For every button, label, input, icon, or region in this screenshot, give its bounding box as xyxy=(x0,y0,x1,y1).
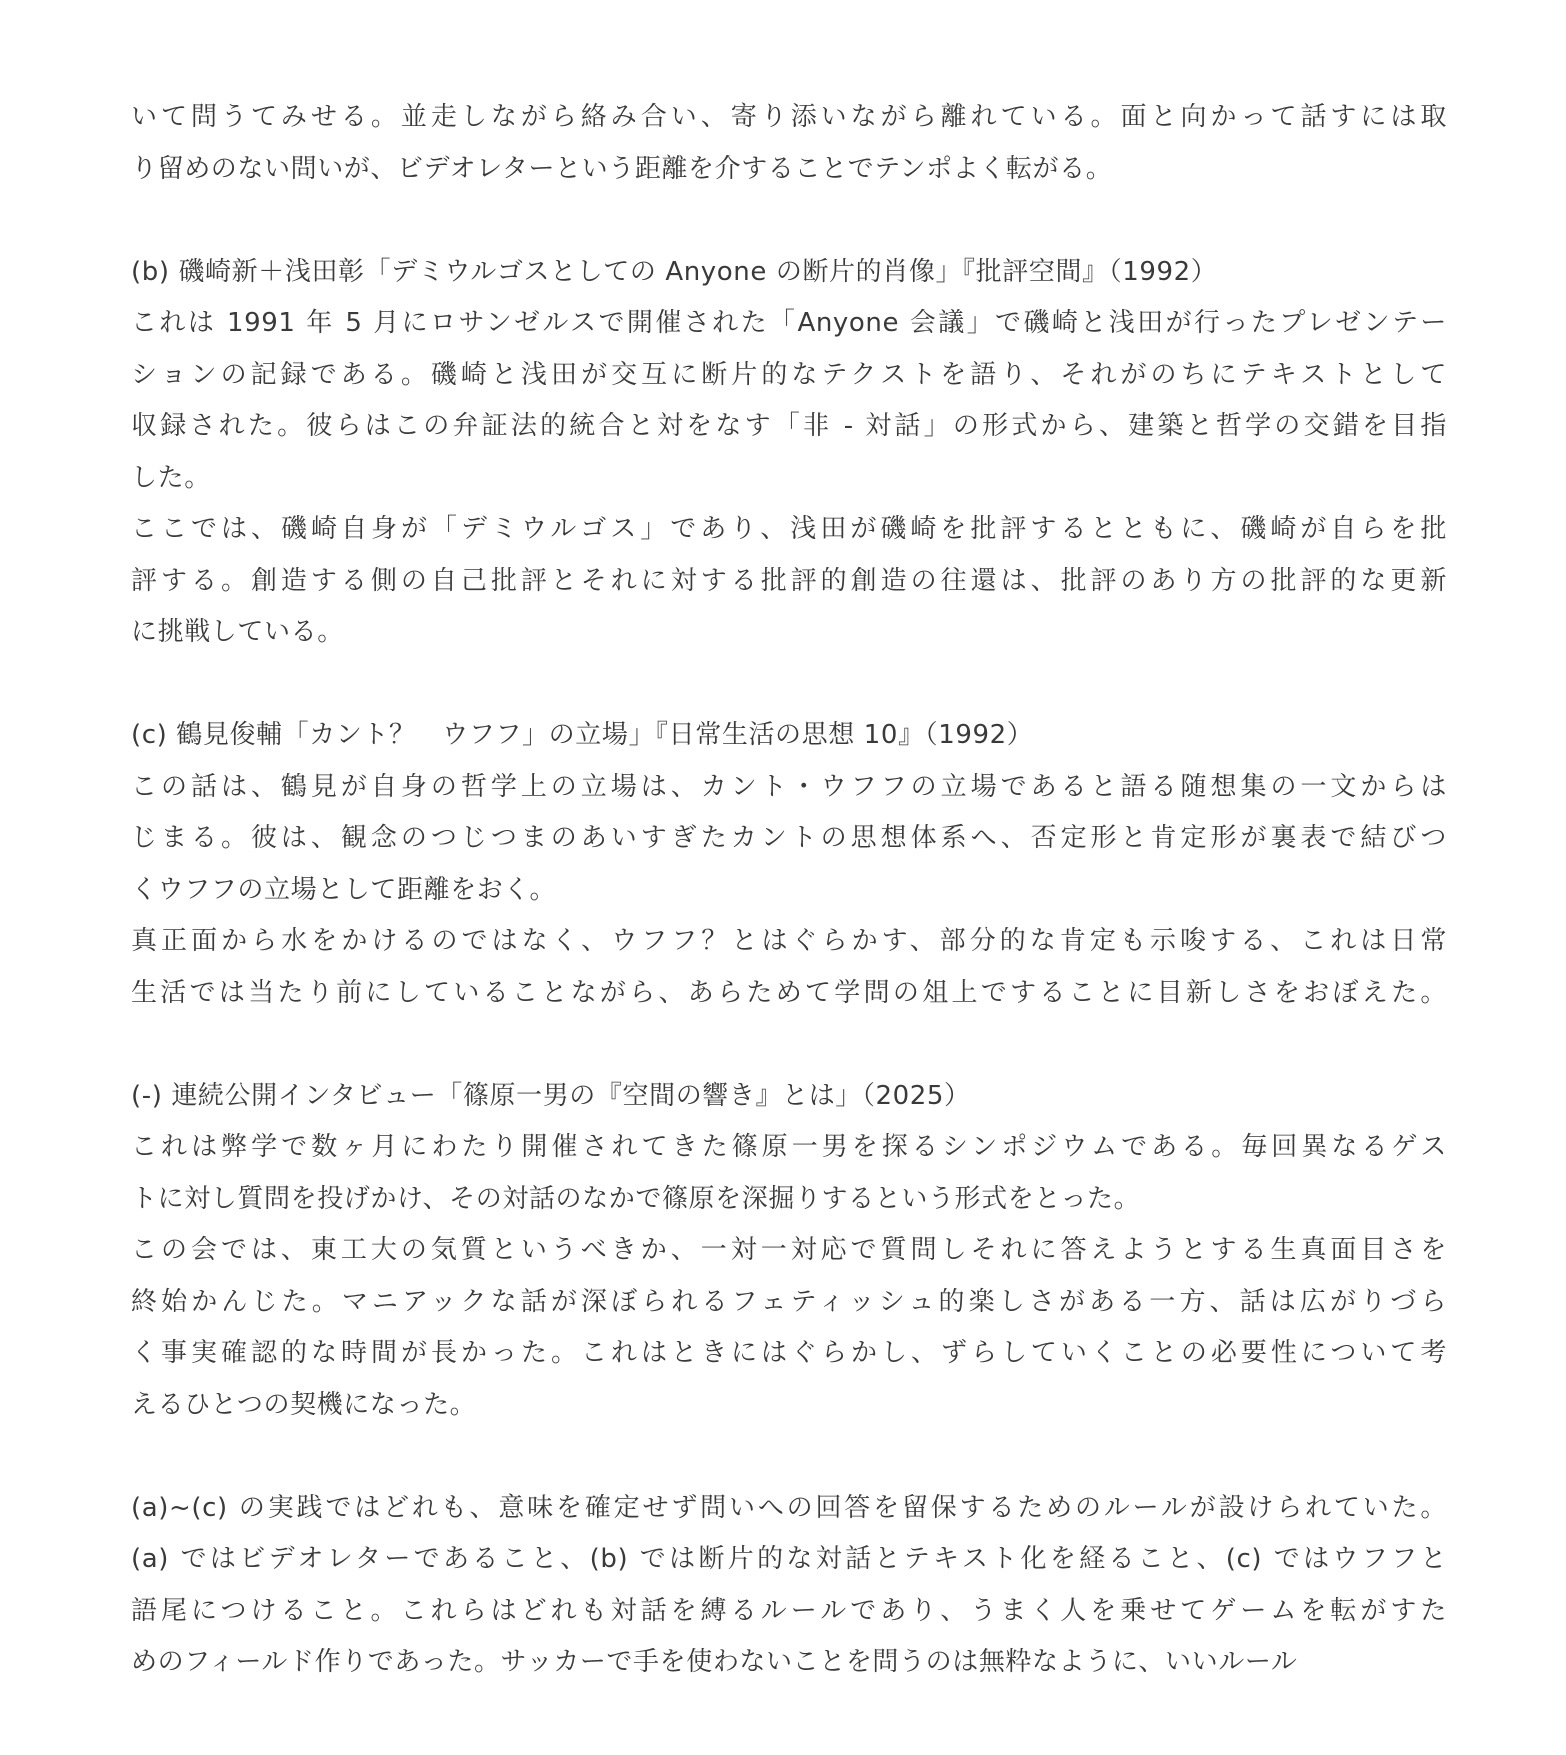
text-line: 評する。創造する側の自己批評とそれに対する批評的創造の往還は、批評のあり方の批評的な更新 xyxy=(131,565,1447,596)
document-body xyxy=(131,92,1447,1689)
text-line: (a) ではビデオレターであること、(b) では断片的な対話とテキスト化を経ること、(c) ではウフフと xyxy=(131,1544,1447,1574)
section-heading: (c) 鶴見俊輔「カント？ ウフフ」の立場」『日常生活の思想 10』（1992） xyxy=(131,720,1034,750)
text-line: これは 1991 年 5 月にロサンゼルスで開催された「Anyone 会議」で磯崎と浅田が行ったプレゼンテー xyxy=(131,308,1447,338)
text-line: ここでは、磯崎自身が「デミウルゴス」であり、浅田が磯崎を批評するとともに、磯崎が自らを批 xyxy=(131,514,1447,544)
text-line: 生活では当たり前にしていることながら、あらためて学問の俎上ですることに目新しさをおぼえた。 xyxy=(131,977,1447,1008)
intro-paragraph xyxy=(131,92,1447,195)
text-line: トに対し質問を投げかけ、その対話のなかで篠原を深掘りするという形式をとった。 xyxy=(131,1183,1141,1214)
text-line: 終始かんじた。マニアックな話が深ぼられるフェティッシュ的楽しさがある一方、話は広がりづら xyxy=(131,1286,1447,1317)
text-line: めのフィールド作りであった。サッカーで手を使わないことを問うのは無粋なように、いいルール xyxy=(131,1647,1298,1677)
text-line: り留めのない問いが、ビデオレターという距離を介することでテンポよく転がる。 xyxy=(131,153,1113,184)
paragraph-gap xyxy=(131,195,1447,247)
section-heading: (-) 連続公開インタビュー「篠原一男の『空間の響き』とは」（2025） xyxy=(131,1080,971,1111)
text-line: いて問うてみせる。並走しながら絡み合い、寄り添いながら離れている。面と向かって話すには取 xyxy=(131,102,1447,132)
section-c xyxy=(131,710,1447,1019)
text-line: この話は、鶴見が自身の哲学上の立場は、カント・ウフフの立場であると語る随想集の一文からは xyxy=(131,771,1447,802)
section-b xyxy=(131,247,1447,659)
text-line: えるひとつの契機になった。 xyxy=(131,1389,477,1420)
text-line: じまる。彼は、観念のつじつまのあいすぎたカントの思想体系へ、否定形と肯定形が裏表で結びつ xyxy=(131,823,1447,853)
text-line: 収録された。彼らはこの弁証法的統合と対をなす「非 - 対話」の形式から、建築と哲学の交錯を目指 xyxy=(131,411,1447,441)
text-line: ションの記録である。磯崎と浅田が交互に断片的なテクストを語り、それがのちにテキストとして xyxy=(131,359,1447,390)
text-line: く事実確認的な時間が長かった。これはときにはぐらかし、ずらしていくことの必要性について考 xyxy=(131,1338,1447,1368)
text-line: この会では、東工大の気質というべきか、一対一対応で質問しそれに答えようとする生真面目さを xyxy=(131,1235,1447,1265)
conclusion-paragraph xyxy=(131,1483,1447,1689)
text-line: した。 xyxy=(131,462,211,493)
text-line: に挑戦している。 xyxy=(131,617,344,647)
text-line: 語尾につけること。これらはどれも対話を縛るルールであり、うまく人を乗せてゲームを転がすた xyxy=(131,1595,1447,1626)
text-line: これは弊学で数ヶ月にわたり開催されてきた篠原一男を探るシンポジウムである。毎回異なるゲス xyxy=(131,1132,1447,1162)
text-line: 真正面から水をかけるのではなく、ウフフ？とはぐらかす、部分的な肯定も示唆する、これは日常 xyxy=(131,926,1447,956)
paragraph-gap xyxy=(131,659,1447,711)
section-heading: (b) 磯崎新＋浅田彰「デミウルゴスとしての Anyone の断片的肖像」『批評空間』（1992） xyxy=(131,256,1218,287)
paragraph-gap xyxy=(131,1431,1447,1483)
section-interview xyxy=(131,1071,1447,1432)
paragraph-gap xyxy=(131,1019,1447,1071)
text-line: (a)~(c) の実践ではどれも、意味を確定せず問いへの回答を留保するためのルールが設けられていた。 xyxy=(131,1492,1447,1523)
text-line: くウフフの立場として距離をおく。 xyxy=(131,874,557,905)
